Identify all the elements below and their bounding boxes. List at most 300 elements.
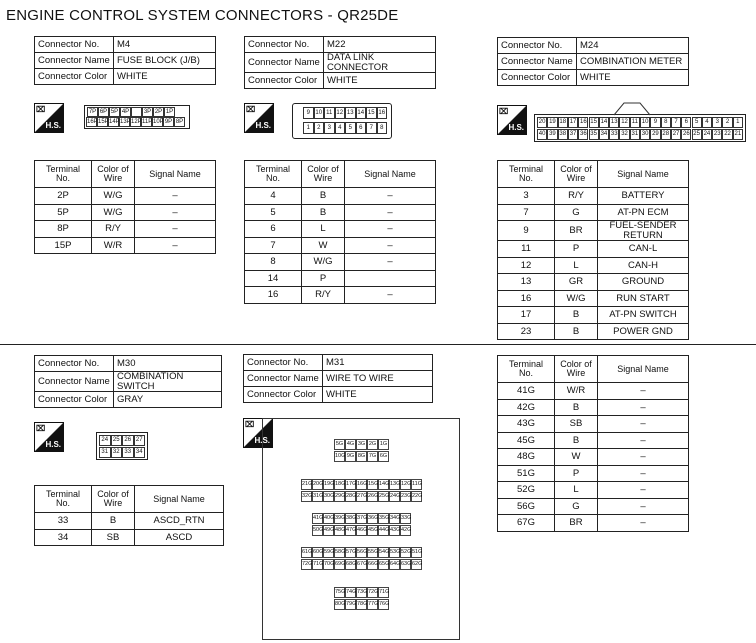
connector-pin: 27G — [356, 491, 367, 502]
connector-pin: 15 — [366, 107, 377, 119]
connector-pin: 24 — [99, 435, 111, 446]
harness-icon: ⌧ — [36, 105, 46, 114]
connector-pin: 7 — [366, 122, 377, 134]
connector-pin: 7G — [367, 451, 378, 462]
terminal-no-cell: 56G — [498, 498, 555, 515]
connector-pin: 13 — [345, 107, 356, 119]
connector-pin: 32G — [301, 491, 312, 502]
wire-color-cell: L — [555, 482, 598, 499]
table-row — [35, 188, 216, 205]
connector-pin: 33G — [400, 513, 411, 524]
connector-no-label: Connector No. — [498, 38, 577, 54]
table-row — [35, 513, 224, 530]
m4-connector-no: M4 — [114, 37, 216, 53]
connector-name-label: Connector Name — [245, 53, 324, 73]
color-of-wire-header: Color of Wire — [92, 486, 135, 513]
connector-pin: 29G — [334, 491, 345, 502]
signal-name-cell: ASCD_RTN — [135, 513, 224, 530]
m30-info-table — [34, 355, 222, 408]
connector-pin: 37 — [568, 129, 578, 140]
connector-pin: 11 — [324, 107, 335, 119]
table-row — [245, 204, 436, 221]
terminal-no-cell: 16 — [498, 290, 555, 307]
connector-pin: 80G — [334, 599, 345, 610]
connector-pin: 40G — [323, 513, 334, 524]
connector-pin: 23G — [400, 491, 411, 502]
terminal-no-cell: 5 — [245, 204, 302, 221]
connector-pin: 17G — [345, 479, 356, 490]
connector-pin: 59G — [323, 547, 334, 558]
connector-name-label: Connector Name — [35, 372, 114, 392]
wire-color-cell: B — [555, 323, 598, 340]
table-row — [245, 287, 436, 304]
connector-pin: 19G — [323, 479, 334, 490]
connector-pin: 26G — [367, 491, 378, 502]
wire-color-cell: B — [555, 307, 598, 324]
terminal-no-cell: 8 — [245, 254, 302, 271]
connector-pin: 5 — [345, 122, 356, 134]
harness-icon: ⌧ — [245, 420, 255, 429]
connector-pin: 14 — [356, 107, 367, 119]
terminal-no-cell: 52G — [498, 482, 555, 499]
m4-connector-color: WHITE — [114, 69, 216, 85]
terminal-no-cell: 51G — [498, 465, 555, 482]
terminal-no-cell: 42G — [498, 399, 555, 416]
m24-connector-color: WHITE — [577, 70, 689, 86]
signal-name-cell: – — [345, 204, 436, 221]
table-row — [35, 204, 216, 221]
wire-color-cell: P — [555, 241, 598, 258]
terminal-no-cell: 9 — [498, 221, 555, 241]
connector-pin: 56G — [356, 547, 367, 558]
connector-pin: 28 — [661, 129, 671, 140]
signal-name-cell: – — [598, 399, 689, 416]
wire-color-cell: G — [555, 498, 598, 515]
m30-terminal-table — [34, 485, 224, 546]
table-row — [498, 257, 689, 274]
terminal-no-cell: 45G — [498, 432, 555, 449]
connector-pin: 36 — [578, 129, 588, 140]
wire-color-cell: B — [92, 513, 135, 530]
wire-color-cell: P — [302, 270, 345, 287]
terminal-no-header: Terminal No. — [35, 486, 92, 513]
hs-icon — [244, 103, 274, 133]
wire-color-cell: R/Y — [92, 221, 135, 238]
connector-pin: 6 — [356, 122, 367, 134]
connector-pin: 16 — [377, 107, 388, 119]
connector-pin: 13 — [609, 117, 619, 128]
terminal-no-cell: 23 — [498, 323, 555, 340]
connector-no-label: Connector No. — [244, 355, 323, 371]
terminal-no-header: Terminal No. — [498, 356, 555, 383]
signal-name-cell: GROUND — [598, 274, 689, 291]
m30-pin-diagram — [96, 432, 148, 460]
connector-pin: 12 — [335, 107, 346, 119]
signal-name-cell: – — [345, 254, 436, 271]
terminal-no-cell: 16 — [245, 287, 302, 304]
connector-pin: 2 — [722, 117, 732, 128]
connector-pin: 4 — [335, 122, 346, 134]
signal-name-cell: – — [345, 188, 436, 205]
connector-pin: 7 — [671, 117, 681, 128]
connector-pin: 1 — [733, 117, 743, 128]
table-row — [35, 529, 224, 546]
m24-connector-name: COMBINATION METER — [577, 54, 689, 70]
connector-pin: 52G — [400, 547, 411, 558]
connector-pin: 11P — [142, 119, 153, 125]
table-row — [498, 482, 689, 499]
connector-pin: 10G — [334, 451, 345, 462]
connector-name-label: Connector Name — [35, 53, 114, 69]
wire-color-cell: SB — [555, 416, 598, 433]
terminal-no-cell: 13 — [498, 274, 555, 291]
wire-color-cell: B — [555, 432, 598, 449]
table-row — [498, 274, 689, 291]
connector-pin: 31G — [312, 491, 323, 502]
table-row — [498, 241, 689, 258]
harness-icon: ⌧ — [499, 107, 509, 116]
terminal-no-cell: 12 — [498, 257, 555, 274]
m31-terminal-table — [497, 355, 689, 532]
connector-pin: 9G — [345, 451, 356, 462]
connector-pin: 21G — [301, 479, 312, 490]
signal-name-cell: – — [345, 221, 436, 238]
m31-pin-diagram — [262, 418, 460, 640]
connector-pin: 20 — [537, 117, 547, 128]
connector-pin: 74G — [345, 587, 356, 598]
connector-pin: 26 — [122, 435, 134, 446]
connector-pin: 60G — [312, 547, 323, 558]
connector-pin: 4 — [702, 117, 712, 128]
connector-pin: 33 — [609, 129, 619, 140]
connector-pin: 51G — [411, 547, 422, 558]
connector-pin: 67G — [356, 559, 367, 570]
signal-name-cell: – — [598, 482, 689, 499]
signal-name-header: Signal Name — [598, 356, 689, 383]
connector-pin: 50G — [312, 525, 323, 536]
m22-info-table — [244, 36, 436, 89]
connector-pin: 8 — [377, 122, 388, 134]
connector-pin: 72G — [367, 587, 378, 598]
table-row — [498, 465, 689, 482]
table-row — [498, 290, 689, 307]
wire-color-cell: W/G — [92, 188, 135, 205]
connector-pin: 53G — [389, 547, 400, 558]
connector-pin: 5 — [692, 117, 702, 128]
hs-label: H.S. — [45, 121, 61, 130]
connector-pin: 39G — [334, 513, 345, 524]
connector-pin: 36G — [367, 513, 378, 524]
connector-pin: 65G — [378, 559, 389, 570]
page-title: ENGINE CONTROL SYSTEM CONNECTORS - QR25DE — [6, 7, 399, 24]
signal-name-cell: – — [598, 449, 689, 466]
connector-pin: 37G — [356, 513, 367, 524]
connector-pin: 49G — [323, 525, 334, 536]
wire-color-cell: GR — [555, 274, 598, 291]
m30-connector-color: GRAY — [114, 392, 222, 408]
connector-pin: 13G — [389, 479, 400, 490]
terminal-no-cell: 33 — [35, 513, 92, 530]
connector-pin: 4G — [345, 439, 356, 450]
connector-no-label: Connector No. — [35, 37, 114, 53]
table-row — [498, 383, 689, 400]
connector-pin: 12P — [131, 119, 142, 125]
connector-pin: 24 — [702, 129, 712, 140]
connector-pin: 27 — [671, 129, 681, 140]
connector-pin: 25 — [692, 129, 702, 140]
connector-pin: 10 — [640, 117, 650, 128]
connector-pin: 10P — [153, 119, 164, 125]
signal-name-cell: ASCD — [135, 529, 224, 546]
wire-color-cell: G — [555, 204, 598, 221]
connector-pin: 1 — [303, 122, 314, 134]
m31-info-table — [243, 354, 433, 403]
signal-name-cell: – — [598, 432, 689, 449]
connector-pin: 3P — [143, 109, 152, 115]
connector-pin: 8G — [356, 451, 367, 462]
connector-pin: 9 — [650, 117, 660, 128]
connector-pin: 34 — [134, 447, 146, 458]
connector-pin: 10 — [314, 107, 325, 119]
signal-name-cell: – — [598, 383, 689, 400]
wire-color-cell: B — [555, 399, 598, 416]
signal-name-cell — [345, 270, 436, 287]
connector-no-label: Connector No. — [245, 37, 324, 53]
hs-label: H.S. — [254, 436, 270, 445]
m31-connector-color: WHITE — [323, 387, 433, 403]
connector-pin: 68G — [345, 559, 356, 570]
connector-pin: 35G — [378, 513, 389, 524]
connector-pin: 9 — [303, 107, 314, 119]
signal-name-header: Signal Name — [345, 161, 436, 188]
harness-icon: ⌧ — [36, 424, 46, 433]
connector-pin: 23 — [712, 129, 722, 140]
connector-pin: 14G — [378, 479, 389, 490]
connector-pin: 3 — [712, 117, 722, 128]
connector-pin: 64G — [389, 559, 400, 570]
table-row — [498, 204, 689, 221]
connector-pin: 63G — [400, 559, 411, 570]
connector-pin: 11G — [411, 479, 422, 490]
connector-pin: 31 — [630, 129, 640, 140]
connector-pin: 8 — [661, 117, 671, 128]
connector-pin: 40 — [537, 129, 547, 140]
signal-name-cell: – — [598, 515, 689, 532]
connector-pin: 26 — [681, 129, 691, 140]
wire-color-cell: SB — [92, 529, 135, 546]
wire-color-cell: BR — [555, 515, 598, 532]
wire-color-cell: W — [302, 237, 345, 254]
table-row — [245, 254, 436, 271]
signal-name-cell: CAN-L — [598, 241, 689, 258]
terminal-no-cell: 2P — [35, 188, 92, 205]
connector-pin: 34G — [389, 513, 400, 524]
connector-pin: 32 — [111, 447, 123, 458]
connector-pin: 69G — [334, 559, 345, 570]
connector-color-label: Connector Color — [244, 387, 323, 403]
connector-pin: 20G — [312, 479, 323, 490]
section-divider — [0, 344, 756, 345]
connector-pin: 32 — [619, 129, 629, 140]
m24-info-table — [497, 37, 689, 86]
table-row — [245, 188, 436, 205]
wire-color-cell: W/R — [92, 237, 135, 254]
connector-pin: 77G — [367, 599, 378, 610]
table-row — [498, 416, 689, 433]
m31-connector-name: WIRE TO WIRE — [323, 371, 433, 387]
connector-pin: 43G — [389, 525, 400, 536]
signal-name-cell: – — [135, 221, 216, 238]
signal-name-cell: RUN START — [598, 290, 689, 307]
connector-pin: 39 — [547, 129, 557, 140]
connector-pin: 6P — [99, 109, 108, 115]
connector-pin: 22G — [411, 491, 422, 502]
m4-info-table — [34, 36, 216, 85]
connector-color-label: Connector Color — [35, 69, 114, 85]
signal-name-cell: BATTERY — [598, 188, 689, 205]
connector-pin: 15P — [98, 119, 109, 125]
connector-pin: 16 — [578, 117, 588, 128]
connector-pin: 75G — [334, 587, 345, 598]
connector-pin: 24G — [389, 491, 400, 502]
terminal-no-cell: 14 — [245, 270, 302, 287]
m4-terminal-table — [34, 160, 216, 254]
terminal-no-cell: 67G — [498, 515, 555, 532]
connector-pin: 76G — [378, 599, 389, 610]
m4-pin-diagram — [84, 105, 190, 129]
wire-color-cell: B — [302, 204, 345, 221]
signal-name-cell: – — [598, 498, 689, 515]
table-row — [498, 432, 689, 449]
terminal-no-cell: 3 — [498, 188, 555, 205]
connector-pin: 71G — [312, 559, 323, 570]
hs-label: H.S. — [45, 440, 61, 449]
connector-pin: 2G — [367, 439, 378, 450]
connector-pin: 54G — [378, 547, 389, 558]
table-row — [245, 221, 436, 238]
connector-pin: 6 — [681, 117, 691, 128]
hs-label: H.S. — [508, 123, 524, 132]
connector-pin: 34 — [599, 129, 609, 140]
connector-pin: 8P — [175, 119, 184, 125]
connector-pin: 35 — [589, 129, 599, 140]
connector-pin: 30 — [640, 129, 650, 140]
wire-color-cell: W/R — [555, 383, 598, 400]
connector-pin: 66G — [367, 559, 378, 570]
connector-pin: 6G — [378, 451, 389, 462]
connector-pin: 44G — [378, 525, 389, 536]
connector-pin: 25 — [111, 435, 123, 446]
color-of-wire-header: Color of Wire — [92, 161, 135, 188]
connector-pin: 79G — [345, 599, 356, 610]
m22-connector-no: M22 — [324, 37, 436, 53]
signal-name-cell: FUEL-SENDER RETURN — [598, 221, 689, 241]
connector-pin: 3G — [356, 439, 367, 450]
wire-color-cell: R/Y — [302, 287, 345, 304]
wire-color-cell: W/G — [92, 204, 135, 221]
m30-connector-name: COMBINATION SWITCH — [114, 372, 222, 392]
wire-color-cell: L — [555, 257, 598, 274]
table-row — [498, 449, 689, 466]
connector-pin: 78G — [356, 599, 367, 610]
signal-name-header: Signal Name — [135, 486, 224, 513]
table-row — [245, 270, 436, 287]
connector-pin: 47G — [345, 525, 356, 536]
wire-color-cell: W — [555, 449, 598, 466]
wire-color-cell: W/G — [555, 290, 598, 307]
connector-color-label: Connector Color — [245, 73, 324, 89]
signal-name-cell: – — [598, 416, 689, 433]
signal-name-cell: – — [135, 237, 216, 254]
table-row — [245, 237, 436, 254]
connector-pin — [131, 107, 142, 117]
connector-pin: 38 — [558, 129, 568, 140]
terminal-no-cell: 11 — [498, 241, 555, 258]
wire-color-cell: L — [302, 221, 345, 238]
wire-color-cell: B — [302, 188, 345, 205]
connector-pin: 18G — [334, 479, 345, 490]
hs-label: H.S. — [255, 121, 271, 130]
terminal-no-cell: 15P — [35, 237, 92, 254]
signal-name-cell: – — [345, 287, 436, 304]
m22-connector-name: DATA LINK CONNECTOR — [324, 53, 436, 73]
connector-pin: 13P — [120, 119, 131, 125]
hs-icon — [497, 105, 527, 135]
connector-pin: 12G — [400, 479, 411, 490]
connector-pin: 46G — [356, 525, 367, 536]
connector-no-label: Connector No. — [35, 356, 114, 372]
table-row — [498, 498, 689, 515]
connector-pin: 70G — [323, 559, 334, 570]
connector-pin: 41G — [312, 513, 323, 524]
connector-pin: 48G — [334, 525, 345, 536]
signal-name-cell: – — [135, 204, 216, 221]
connector-pin: 14 — [599, 117, 609, 128]
connector-pin: 25G — [378, 491, 389, 502]
terminal-no-cell: 7 — [498, 204, 555, 221]
color-of-wire-header: Color of Wire — [555, 161, 598, 188]
harness-icon: ⌧ — [246, 105, 256, 114]
terminal-no-header: Terminal No. — [245, 161, 302, 188]
color-of-wire-header: Color of Wire — [555, 356, 598, 383]
wire-color-cell: BR — [555, 221, 598, 241]
connector-pin: 42G — [400, 525, 411, 536]
terminal-no-cell: 41G — [498, 383, 555, 400]
wire-color-cell: W/G — [302, 254, 345, 271]
connector-pin: 15G — [367, 479, 378, 490]
terminal-no-cell: 8P — [35, 221, 92, 238]
signal-name-cell: POWER GND — [598, 323, 689, 340]
terminal-no-header: Terminal No. — [35, 161, 92, 188]
wire-color-cell: R/Y — [555, 188, 598, 205]
signal-name-cell: – — [598, 465, 689, 482]
terminal-no-cell: 6 — [245, 221, 302, 238]
connector-pin: 14P — [109, 119, 120, 125]
connector-pin: 2P — [154, 109, 163, 115]
connector-pin: 62G — [411, 559, 422, 570]
connector-name-label: Connector Name — [244, 371, 323, 387]
connector-pin: 57G — [345, 547, 356, 558]
m31-connector-no: M31 — [323, 355, 433, 371]
signal-name-cell: – — [345, 237, 436, 254]
table-row — [498, 221, 689, 241]
connector-pin: 45G — [367, 525, 378, 536]
wire-color-cell: P — [555, 465, 598, 482]
m22-pin-diagram — [292, 103, 392, 139]
connector-name-label: Connector Name — [498, 54, 577, 70]
connector-color-label: Connector Color — [35, 392, 114, 408]
connector-pin: 27 — [134, 435, 146, 446]
